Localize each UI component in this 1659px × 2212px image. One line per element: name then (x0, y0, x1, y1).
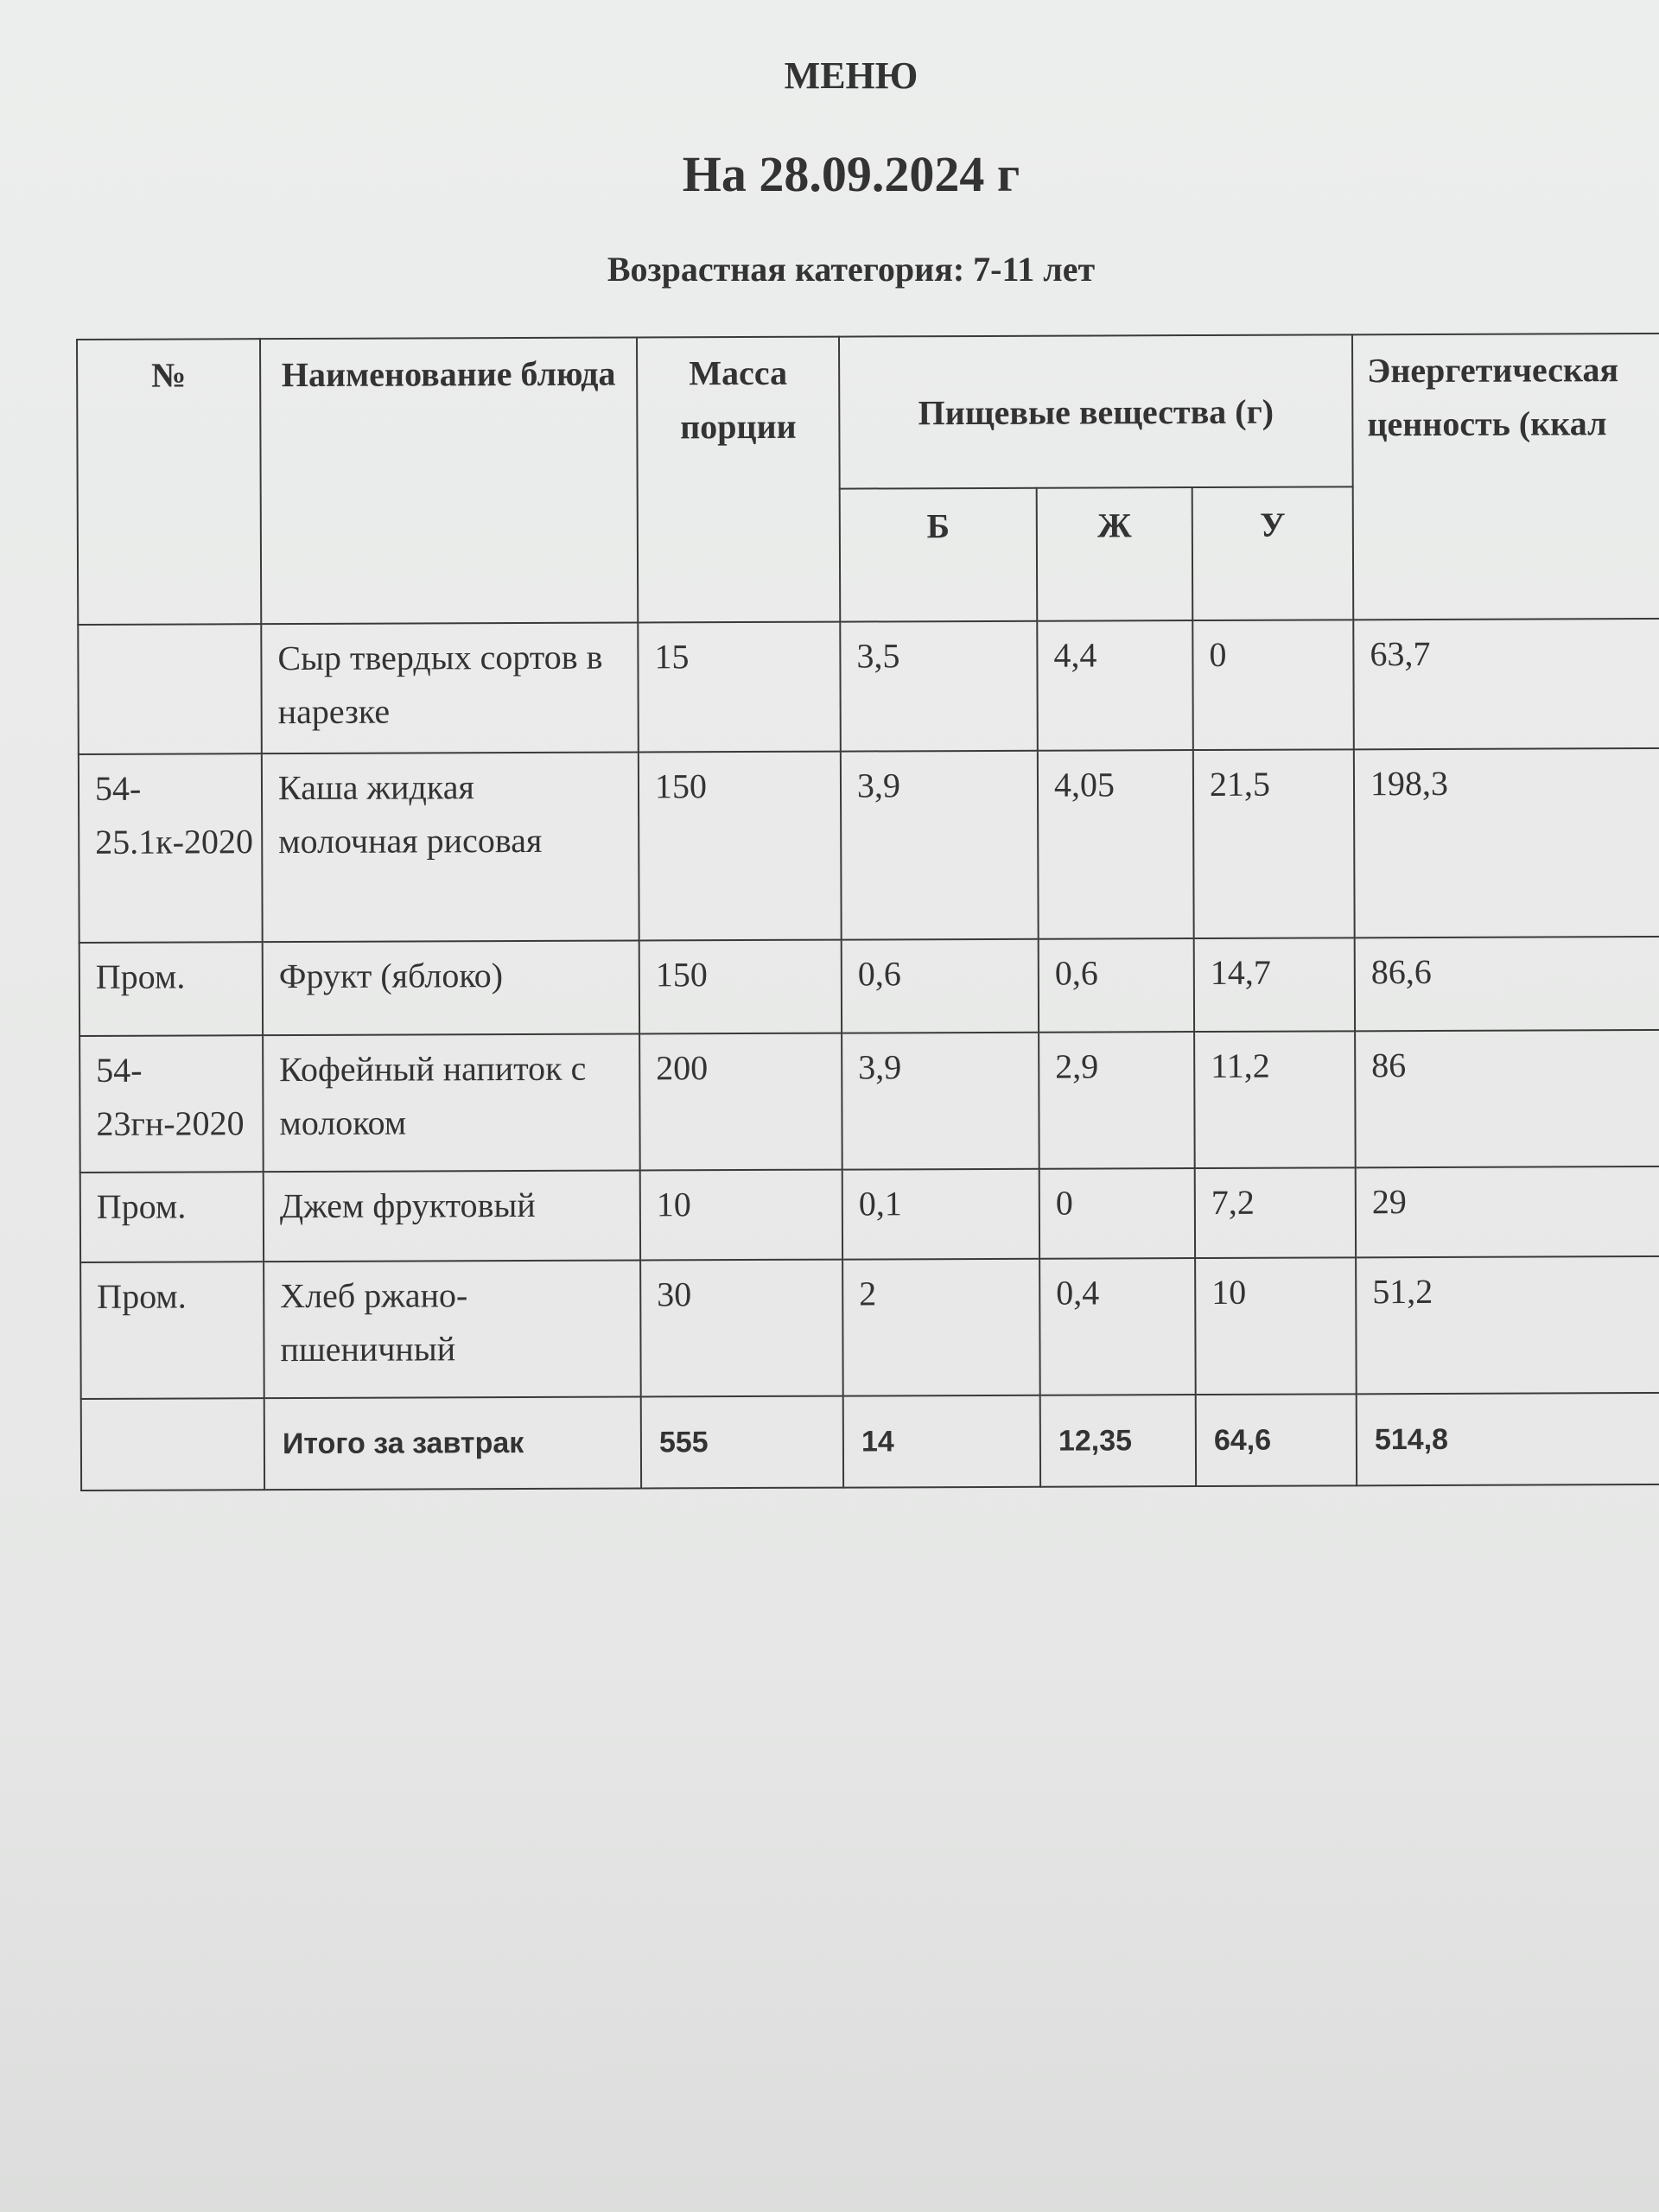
table-header-row (77, 334, 1659, 492)
cell-energy: 86,6 (1355, 937, 1659, 1031)
cell-fat: 0,4 (1039, 1258, 1196, 1395)
cell-energy: 63,7 (1353, 619, 1659, 749)
cell-carbs: 7,2 (1195, 1167, 1356, 1258)
cell-mass: 150 (639, 940, 842, 1034)
table-row (80, 1256, 1659, 1399)
page-title: МЕНЮ (784, 54, 918, 97)
table-row (79, 1030, 1659, 1173)
cell-protein: 2 (842, 1259, 1040, 1396)
cell-carbs: 11,2 (1194, 1031, 1356, 1168)
col-header-dish: Наименование блюда (260, 338, 638, 625)
total-label: Итого за завтрак (264, 1396, 641, 1490)
cell-fat: 0,6 (1039, 938, 1194, 1033)
cell-fat: 0 (1039, 1168, 1195, 1259)
cell-mass: 200 (639, 1033, 842, 1171)
total-protein: 14 (843, 1395, 1040, 1488)
cell-dish: Кофейный напиток с молоком (263, 1034, 640, 1173)
table-row (79, 748, 1659, 943)
menu-table (76, 333, 1659, 1491)
cell-protein: 0,1 (842, 1169, 1039, 1260)
total-mass: 555 (641, 1396, 843, 1489)
table-row (80, 1166, 1659, 1262)
cell-mass: 30 (640, 1260, 843, 1397)
cell-code: Пром. (80, 1172, 264, 1262)
cell-fat: 2,9 (1039, 1032, 1195, 1169)
table-row (79, 937, 1659, 1036)
cell-energy: 29 (1356, 1166, 1659, 1257)
cell-code: 54-23гн-2020 (79, 1035, 264, 1173)
col-header-mass: Масса порции (637, 337, 840, 623)
cell-dish: Фрукт (яблоко) (263, 941, 639, 1036)
total-row (81, 1393, 1659, 1491)
cell-carbs: 21,5 (1193, 749, 1355, 938)
cell-carbs: 14,7 (1194, 938, 1355, 1032)
col-header-protein: Б (840, 488, 1038, 622)
cell-dish: Хлеб ржано-пшеничный (264, 1261, 641, 1399)
cell-energy: 86 (1355, 1030, 1659, 1167)
col-header-energy-label: Энергетическая ценность (ккал (1367, 350, 1619, 444)
age-category: Возрастная категория: 7-11 лет (607, 250, 1096, 289)
cell-protein: 3,9 (842, 1033, 1039, 1170)
cell-code (78, 624, 262, 754)
cell-fat: 4,05 (1038, 750, 1194, 939)
col-header-number: № (77, 339, 261, 625)
cell-carbs: 10 (1195, 1257, 1357, 1395)
cell-code: 54-25.1к-2020 (79, 753, 263, 943)
cell-energy: 51,2 (1356, 1256, 1659, 1394)
cell-energy: 198,3 (1354, 748, 1659, 938)
menu-date: На 28.09.2024 г (682, 146, 1020, 202)
cell-protein: 3,9 (841, 751, 1039, 940)
cell-mass: 15 (638, 622, 841, 753)
cell-protein: 0,6 (842, 939, 1039, 1033)
total-carbs: 64,6 (1196, 1394, 1357, 1486)
total-fat: 12,35 (1040, 1395, 1196, 1487)
cell-dish: Каша жидкая молочная рисовая (262, 753, 639, 943)
cell-protein: 3,5 (840, 621, 1038, 752)
cell-fat: 4,4 (1037, 620, 1193, 751)
total-energy: 514,8 (1357, 1393, 1659, 1485)
cell-dish: Сыр твердых сортов в нарезке (261, 623, 639, 754)
cell-mass: 10 (640, 1170, 842, 1261)
col-header-energy (1352, 334, 1659, 620)
cell-code: Пром. (80, 1262, 264, 1399)
cell-carbs: 0 (1192, 620, 1354, 750)
cell-dish: Джем фруктовый (264, 1171, 640, 1262)
col-header-nutrients: Пищевые вещества (г) (839, 334, 1353, 488)
col-header-carbs: У (1192, 486, 1354, 620)
cell-mass: 150 (639, 752, 842, 941)
cell-code: Пром. (79, 942, 263, 1036)
table-row (78, 619, 1659, 754)
cell-code (81, 1398, 264, 1491)
col-header-fat: Ж (1037, 487, 1193, 621)
